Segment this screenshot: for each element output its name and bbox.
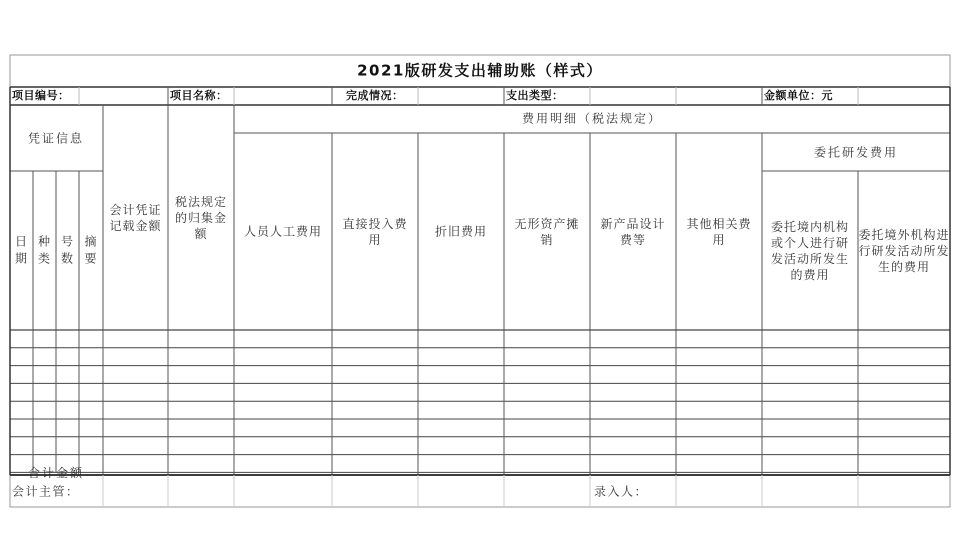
new-product-header: 新产品设计费等 — [600, 216, 666, 247]
accounting-amount-header: 会计凭证记载金额 — [109, 202, 162, 233]
entrusted-foreign-header: 委托境外机构进行研发活动所发生的费用 — [858, 227, 950, 274]
expense-type-label: 支出类型： — [506, 89, 564, 102]
entrusted-header: 委托研发费用 — [813, 145, 899, 160]
date-header: 日期 — [14, 234, 29, 265]
tax-amount-header: 税法规定的归集金额 — [174, 194, 228, 241]
personnel-header: 人员人工费用 — [243, 224, 323, 239]
entrusted-domestic-header: 委托境内机构或个人进行研发活动所发生的费用 — [770, 219, 850, 282]
other-header: 其他相关费用 — [686, 216, 752, 247]
total-label: 合计金额 — [27, 466, 85, 481]
expense-detail-header: 费用明细（税法规定） — [521, 111, 663, 126]
sheet-title: 2021版研发支出辅助账（样式） — [357, 61, 603, 80]
entered-by-label: 录入人： — [594, 484, 649, 499]
completion-label: 完成情况： — [346, 89, 404, 102]
intangible-header: 无形资产摊销 — [514, 216, 580, 247]
kind-header: 种类 — [37, 234, 52, 265]
voucher-info-header: 凭证信息 — [27, 131, 85, 146]
unit-label: 金额单位：元 — [764, 89, 833, 102]
summary-header: 摘要 — [84, 234, 98, 265]
project-no-label: 项目编号： — [12, 89, 70, 102]
direct-input-header: 直接投入费用 — [342, 216, 408, 247]
depreciation-header: 折旧费用 — [434, 224, 488, 239]
number-header: 号数 — [60, 234, 75, 265]
project-name-label: 项目名称： — [170, 89, 228, 102]
supervisor-label: 会计主管： — [12, 484, 80, 499]
